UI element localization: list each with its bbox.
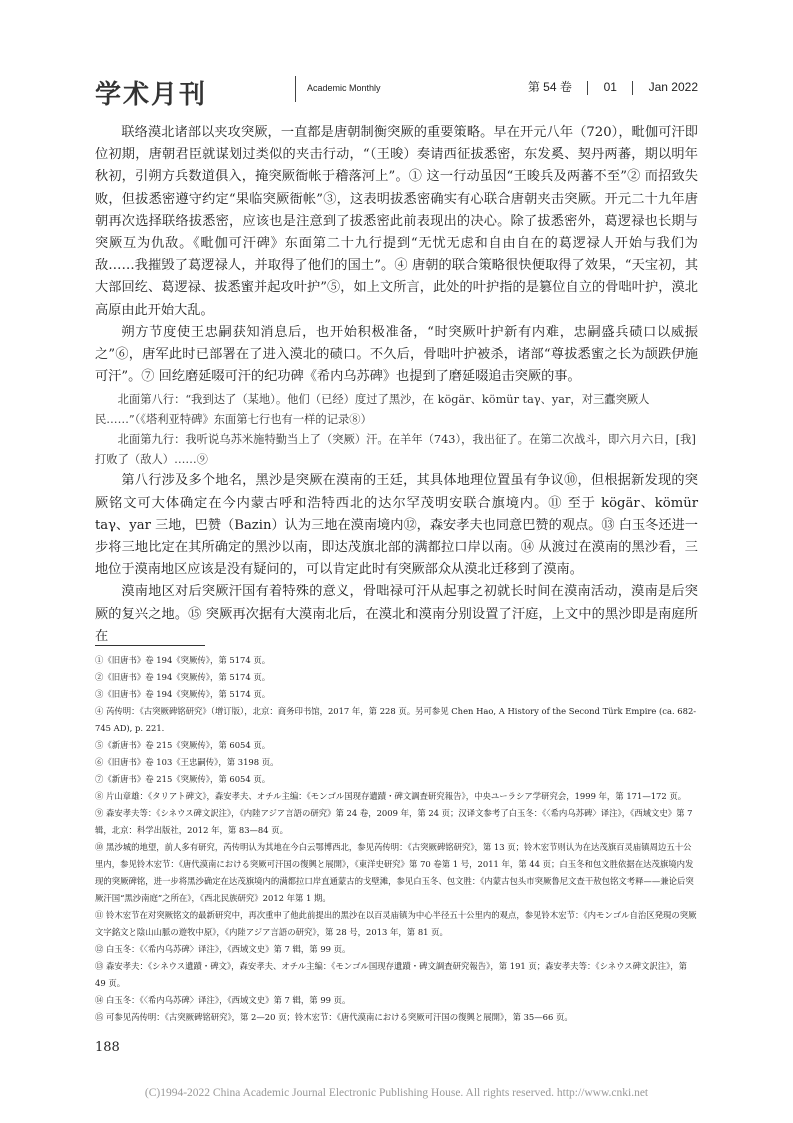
volume-label: 第 54 卷 (527, 80, 572, 94)
footnote: ⑨ 森安孝夫等：《シネウス碑文訳注》，《内陸アジア言語の研究》第 24 卷，2009 年，第 24 页；汉译文参考了白玉冬：《〈希内乌苏碑〉译注》，《西域文史》第 7 辑，北京：科学出版社，2012 年，第 83—84 页。 (95, 808, 693, 835)
journal-logo: 学术月刊 (95, 80, 208, 110)
footnote: ②《旧唐书》卷 194《突厥传》，第 5174 页。 (95, 672, 271, 682)
issue-info (528, 78, 698, 95)
journal-english-name: Academic Monthly (307, 83, 381, 93)
footnotes (95, 652, 698, 1026)
header-divider (295, 76, 296, 102)
footnote: ⑥《旧唐书》卷 103《王忠嗣传》，第 3198 页。 (95, 757, 279, 767)
footnote-rule (95, 645, 205, 646)
block-quote: 北面第九行：我听说乌苏米施特勤当上了（突厥）汗。在羊年（743），我出征了。在第二次战斗，即六月六日，[我]打败了（敌人）……⑨ (95, 433, 696, 467)
paragraph: 朔方节度使王忠嗣获知消息后，也开始积极准备，“时突厥叶护新有内难，忠嗣盛兵碛口以威振之”⑥，唐军此时已部署在了进入漠北的碛口。不久后，骨咄叶护被杀，诸部“尊拔悉蜜之长为颉跌伊施可汗”。⑦ 回纥磨延啜可汗的纪功碑《希内乌苏碑》也提到了磨延啜追击突厥的事。 (95, 324, 698, 385)
date-divider (632, 81, 633, 95)
footnote: ⑬ 森安孝夫：《シネウス遺蹟・碑文》，森安孝夫、オチル主编：《モンゴル国现存遺蹟・碑文調査研究報告》，第 191 页；森安孝夫等：《シネウス碑文訳注》，第 49 页。 (95, 961, 687, 988)
paragraph: 第八行涉及多个地名，黑沙是突厥在漠南的王廷，其具体地理位置虽有争议⑩，但根据新发现的突厥铭文可大体确定在今内蒙古呼和浩特西北的达尔罕茂明安联合旗境内。⑪ 至于 kögär、kömür taγ、yar 三地，巴赞（Bazin）认为三地在漠南境内⑫，森安孝夫也同意巴赞的观点。⑬ 白玉冬还进一步将三地比定在其所确定的黑沙以南，即达茂旗北部的满都拉口岸以南。⑭ 从渡过在漠南的黑沙看，三地位于漠南地区应该是没有疑问的，可以肯定此时有突厥部众从漠北迁移到了漠南。 (95, 473, 698, 578)
footnote: ③《旧唐书》卷 194《突厥传》，第 5174 页。 (95, 689, 271, 699)
footnote: ①《旧唐书》卷 194《突厥传》，第 5174 页。 (95, 655, 271, 665)
footnote: ⑤《新唐书》卷 215《突厥传》，第 6054 页。 (95, 740, 271, 750)
footnote: ⑮ 可参见芮传明：《古突厥碑铭研究》，第 2—20 页；铃木宏节：《唐代漠南における突厥可汗国の復興と展開》，第 35—66 页。 (95, 1012, 573, 1022)
copyright-notice: (C)1994-2022 China Academic Journal Electronic Publishing House. All rights reserved. http://www.cnki.net (144, 1087, 649, 1099)
footnote: ④ 芮传明：《古突厥碑铭研究》（增订版），北京：商务印书馆，2017 年，第 228 页。另可参见 Chen Hao, A History of the Second Türk Empire (ca. 682-745 AD), p. 221. (95, 706, 697, 733)
footnote: ⑩ 黑沙城的地望，前人多有研究，芮传明认为其地在今白云鄂博西北，参见芮传明：《古突厥碑铭研究》，第 13 页；铃木宏节则认为在达茂旗百灵庙镇周边五十公里内，参见铃木宏节：《唐代漠南における突厥可汗国の復興と展開》，《東洋史研究》第 70 卷第 1 号，2011 年，第 44 页；白玉冬和包文胜依据在达茂旗境内发现的突厥碑铭，进一步将黑沙确定在达茂旗境内的满都拉口岸直通蒙古的戈壁滩，参见白玉冬、包文胜：《内蒙古包头市突厥鲁尼文查干敖包铭文考释——兼论后突厥汗国“黑沙南庭”之所在》，《西北民族研究》2012 年第 1 期。 (95, 842, 694, 903)
footnote: ⑦《新唐书》卷 215《突厥传》，第 6054 页。 (95, 774, 271, 784)
footnote: ⑭ 白玉冬：《〈希内乌苏碑〉译注》，《西域文史》第 7 辑，第 99 页。 (95, 995, 351, 1005)
paragraph: 联络漠北诸部以夹攻突厥，一直都是唐朝制衡突厥的重要策略。早在开元八年（720），毗伽可汗即位初期，唐朝君臣就谋划过类似的夹击行动，“（王晙）奏请西征拔悉密，东发奚、契丹两蕃，期以明年秋初，引朔方兵数道俱入，掩突厥衙帐于稽落河上”。① 这一行动虽因“王晙兵及两蕃不至”② 而招致失败，但拔悉密遵守约定“果临突厥衙帐”③，这表明拔悉密确实有心联合唐朝夹击突厥。开元二十九年唐朝再次选择联络拔悉密，应该也是注意到了拔悉密此前表现出的决心。除了拔悉密外，葛逻禄也长期与突厥互为仇敌。《毗伽可汗碑》东面第二十九行提到“无忧无虑和自由自在的葛逻禄人开始与我们为敌……我摧毁了葛逻禄人，并取得了他们的国土”。④ 唐朝的联合策略很快便取得了效果，“天宝初，其大部回纥、葛逻禄、拔悉蜜并起攻叶护”⑤，如上文所言，此处的叶护指的是篡位自立的骨咄叶护，漠北高原由此开始大乱。 (95, 125, 698, 318)
issue-number: 01 (603, 80, 617, 94)
paragraph: 漠南地区对后突厥汗国有着特殊的意义，骨咄禄可汗从起事之初就长时间在漠南活动，漠南是后突厥的复兴之地。⑮ 突厥再次据有大漠南北后，在漠北和漠南分别设置了汗庭，上文中的黑沙即是南庭所在 (95, 584, 698, 644)
body-text (95, 122, 698, 648)
footnote: ⑪ 铃木宏节在对突厥铭文的最新研究中，再次重申了他此前提出的黑沙在以百灵庙镇为中心半径五十公里内的观点，参见铃木宏节：《内モンゴル自治区発現の突厥文字銘文と陰山山脈の遊牧中原》，《内陸アジア言語の研究》，第 28 号，2013 年，第 81 页。 (95, 910, 697, 937)
issue-date: Jan 2022 (648, 80, 698, 94)
page-header (95, 70, 698, 110)
footnote: ⑧ 片山章雄：《タリアト碑文》，森安孝夫、オチル主编：《モンゴル国现存遺蹟・碑文調査研究報告》，中央ユーラシア学研究会，1999 年，第 171—172 页。 (95, 791, 687, 801)
issue-divider (587, 81, 588, 95)
footnote: ⑫ 白玉冬：《〈希内乌苏碑〉译注》，《西域文史》第 7 辑，第 99 页。 (95, 944, 351, 954)
page-number: 188 (95, 1040, 120, 1055)
block-quote: 北面第八行：“我到达了（某地）。他们（已经）度过了黑沙，在 kögär、kömür taγ、yar，对三蠹突厥人民……”（《塔利亚特碑》东面第七行也有一样的记录⑧） (95, 393, 650, 427)
